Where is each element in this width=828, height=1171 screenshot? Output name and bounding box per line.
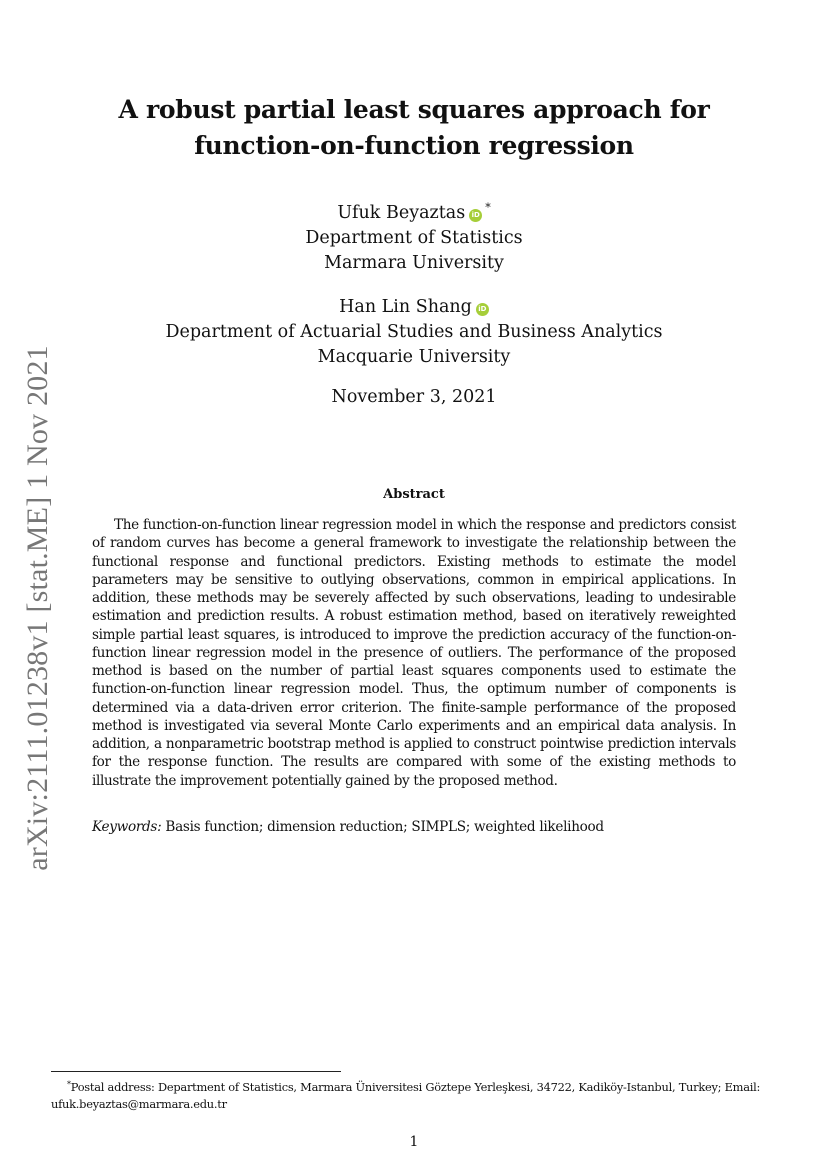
orcid-icon[interactable]: iD [469,209,482,222]
author-2-line [100,295,728,320]
keywords-line [92,818,736,836]
footnote [51,1077,781,1112]
paper-title-line-1: A robust partial least squares approach for [118,95,710,124]
author-1-institution: Marmara University [324,253,504,273]
footnote-mark: * [67,1080,71,1089]
footnote-divider [51,1071,341,1072]
author-2-institution: Macquarie University [317,347,511,367]
footnote-text: Postal address: Department of Statistics, Marmara Üniversitesi Göztepe Yerleşkesi, 34722, Kadiköy-Istanbul, Turkey; Email: ufuk.beyaztas@marmara.edu.tr [51,1080,761,1111]
publication-date: November 3, 2021 [331,387,497,407]
author-1-footnote-mark: * [485,201,491,214]
author-1-line [100,195,728,226]
author-2-name: Han Lin Shang [339,297,472,317]
page-number: 1 [409,1134,419,1150]
author-1-name: Ufuk Beyaztas [337,203,466,223]
paper-title [100,92,728,164]
paper-title-line-2: function-on-function regression [194,131,634,160]
keywords-label: Keywords: [92,819,162,835]
keywords-text: Basis function; dimension reduction; SIMPLS; weighted likelihood [165,819,604,835]
author-1-department: Department of Statistics [305,228,523,248]
author-block-1 [100,195,728,276]
author-2-department: Department of Actuarial Studies and Business Analytics [165,322,663,342]
author-block-2 [100,295,728,370]
orcid-icon[interactable]: iD [476,303,489,316]
abstract-body: The function-on-function linear regression model in which the response and predictors consist of random curves has become a general framework to investigate the relationship between the functional response and functional predictors. Existing methods to estimate the model parameters may be sensitive to outlying observations, common in empirical applications. In addition, these methods may be severely affected by such observations, leading to undesirable estimation and prediction results. A robust estimation method, based on iteratively reweighted simple partial least squares, is introduced to improve the prediction accuracy of the function-on-function linear regression model in the presence of outliers. The performance of the proposed method is based on the number of partial least squares components used to estimate the function-on-function linear regression model. Thus, the optimum number of components is determined via a data-driven error criterion. The finite-sample performance of the proposed method is investigated via several Monte Carlo experiments and an empirical data analysis. In addition, a nonparametric bootstrap method is applied to construct pointwise prediction intervals for the response function. The results are compared with some of the existing methods to illustrate the improvement potentially gained by the proposed method. [92,517,736,789]
arxiv-identifier-stamp: arXiv:2111.01238v1 [stat.ME] 1 Nov 2021 [21,345,54,871]
abstract-heading: Abstract [383,487,445,502]
